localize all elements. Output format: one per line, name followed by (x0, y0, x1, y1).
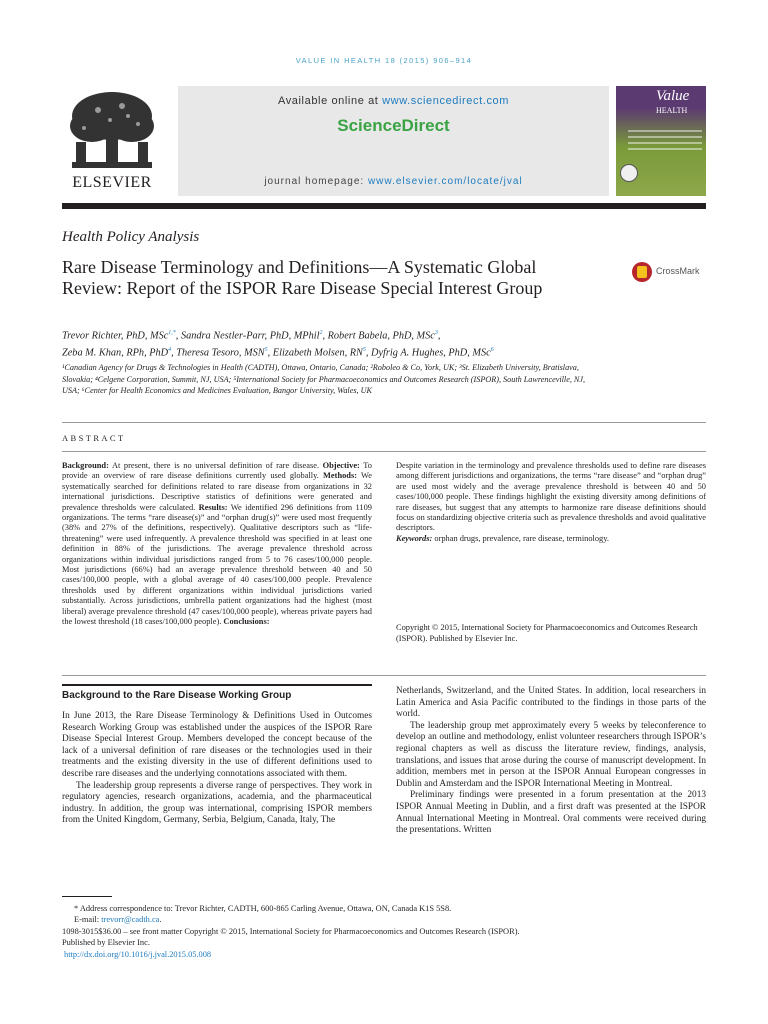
footnotes (62, 903, 706, 960)
objective-text: To provide an overview of rare disease definitions currently used globally. (62, 461, 372, 481)
cover-title-value: Value (656, 88, 690, 104)
email-line (62, 914, 706, 925)
conclusions-label: Conclusions: (223, 617, 270, 627)
correspondence-note: * Address correspondence to: Trevor Richter, CADTH, 600-865 Carling Avenue, Ottawa, ON, Canada K1S 5S8. (74, 904, 452, 913)
author-2: , Sandra Nestler-Parr, PhD, MPhil (175, 330, 320, 342)
affiliations: ¹Canadian Agency for Drugs & Technologies in Health (CADTH), Ottawa, Ontario, Canada; ²Roboleo & Co, York, UK; ³St. Elizabeth University, Bratislava, Slovakia; ⁴Celgene Corporation, Summit, NJ, USA; ⁵International Society for Pharmacoeconomics and Outcomes Research (ISPOR), South Lawrenceville, NJ, USA; ⁶Center for Health Economics and Medicines Evaluation, Bangor University, Wales, UK (62, 363, 586, 395)
issn-line: 1098-3015$36.00 – see front matter Copyright © 2015, International Society for Pharmacoeconomics and Outcomes Research (ISPOR). (62, 926, 520, 936)
available-online (178, 95, 609, 107)
cover-seal-icon (620, 164, 638, 182)
body-paragraph-5: Preliminary findings were presented in a forum presentation at the 2013 ISPOR Annual Meeting in Dublin, and a first draft was presented at the ISPOR Annual International Meeting in Montreal. Oral comments were received during the presentations. Written (396, 790, 706, 836)
background-text: At present, there is no universal definition of rare disease. (108, 461, 323, 470)
methods-label: Methods: (323, 471, 357, 481)
abstract-rule (62, 451, 706, 452)
author-3: , Robert Babela, PhD, MSc (322, 330, 435, 342)
author-1-sup[interactable]: 1,* (168, 330, 176, 336)
results-label: Results: (198, 502, 228, 512)
abstract-copyright: Copyright © 2015, International Society for Pharmacoeconomics and Outcomes Research (ISPOR). Published by Elsevier Inc. (396, 623, 698, 643)
author-5: , Theresa Tesoro, MSN (171, 347, 265, 359)
homepage-prefix: journal homepage: (264, 176, 368, 187)
body-left-column (62, 711, 372, 827)
body-paragraph-2: The leadership group represents a diverse range of perspectives. They work in regulatory agencies, research organizations, academia, and the pharmaceutical industry. In addition, the group was international, comprising ISPOR members from the United Kingdom, Germany, Serbia, Belgium, Canada, Italy, The (62, 780, 372, 826)
article-section: Health Policy Analysis (62, 229, 200, 245)
elsevier-logo (62, 86, 162, 196)
author-2-sup[interactable]: 2 (319, 330, 323, 336)
cover-title-health: HEALTH (656, 106, 688, 115)
body-paragraph-3: Netherlands, Switzerland, and the United States. In addition, local researchers in Latin America and Asia Pacific contributed to the findings in those parts of the world. (396, 686, 706, 720)
author-4: Zeba M. Khan, RPh, PhD (62, 347, 169, 359)
publisher-name: ELSEVIER (72, 174, 152, 191)
background-label: Background: (62, 461, 109, 470)
abstract-right-column (396, 461, 706, 544)
sciencedirect-link[interactable]: www.sciencedirect.com (382, 95, 510, 107)
conclusions-text: Despite variation in the terminology and prevalence thresholds used to define rare diseases among different jurisdictions and organizations, the terms “rare disease” and “orphan drug” are used most widely and the average prevalence threshold is between 40 and 50 cases/100,000 people. These findings highlight the existing diversity among definitions of rare diseases, but suggest that any attempts to harmonize rare disease definitions should focus on standardizing objective criteria such as prevalence thresholds and avoid qualitative descriptors. (396, 461, 706, 533)
author-7: , Dyfrig A. Hughes, PhD, MSc (365, 347, 491, 359)
author-3-sup[interactable]: 3 (434, 330, 438, 336)
crossmark-badge[interactable] (632, 262, 712, 284)
body-top-rule (62, 675, 706, 676)
abstract-label: ABSTRACT (62, 433, 126, 443)
author-7-sup[interactable]: 6 (490, 347, 494, 354)
email-suffix: . (159, 915, 162, 925)
keywords-label: Keywords: (396, 533, 433, 543)
homepage-link[interactable]: www.elsevier.com/locate/jval (367, 176, 523, 187)
results-text: We identified 296 definitions from 1109 organizations. The terms “rare disease(s)” and “orphan drug(s)” were used most frequently (38% and 27% of the definitions, respectively). Qualitative descriptors such as “life-threatening” were used infrequently. A prevalence threshold was specified in at least one definition in 88% of the jurisdictions. The average prevalence threshold across organizations within individual jurisdictions ranged from 5 to 76 cases/100,000 people. Most jurisdictions (66%) had an average prevalence threshold between 40 and 50 cases/100,000 people, with a global average of 40 cases/100,000 people. Prevalence thresholds used by different organizations within individual jurisdictions varied substantially. Across jurisdictions, umbrella patient organizations had the highest (most liberal) average prevalence threshold (47 cases/100,000 people), whereas private payers had the lowest threshold (18 cases/100,000 people). (62, 502, 372, 627)
journal-reference: VALUE IN HEALTH 18 (2015) 906–914 (295, 56, 473, 65)
heading-rule (62, 684, 372, 686)
methods-text: We systematically searched for definitions related to rare disease from organizations in 32 international jurisdictions. Descriptive statistics of definitions were generated and prevalence thresholds were calculated. (62, 471, 372, 512)
journal-cover[interactable] (616, 86, 706, 196)
cover-text-lines (628, 130, 702, 154)
published-line: Published by Elsevier Inc. (62, 938, 150, 948)
objective-label: Objective: (322, 461, 360, 470)
sciencedirect-brand[interactable]: ScienceDirect (337, 116, 450, 135)
author-list: Trevor Richter, PhD, MSc$^{1,*}$, Sandra Nestler-Parr, PhD, MPhil$^2$, Robert Babela, PhD, MSc$^3$, Zeba M. Khan, RPh, PhD$^4$, Theresa Tesoro, MSN$^5$, Elizabeth Molsen, $RN^5$, Dyfrig A. Hughes, PhD, MSc$^6$ (62, 330, 494, 359)
body-right-column (396, 686, 706, 837)
email-label: E-mail: (74, 915, 102, 925)
article-title: Rare Disease Terminology and Definitions—A Systematic Global Review: Report of the ISPOR Rare Disease Special Interest Group (62, 257, 543, 298)
cover-title (656, 90, 689, 117)
section-heading: Background to the Rare Disease Working Group (62, 690, 292, 701)
author-4-sup[interactable]: 4 (168, 347, 172, 354)
author-1: Trevor Richter, PhD, MSc (62, 330, 169, 342)
author-5-sup[interactable]: 5 (264, 347, 268, 354)
header-rule (62, 203, 706, 209)
keywords-text: orphan drugs, prevalence, rare disease, terminology. (432, 533, 609, 543)
body-paragraph-4: The leadership group met approximately every 5 weeks by teleconference to develop an outline and methodology, enlist volunteer researchers through ISPOR’s regional chapters as well as discuss the literature review, findings, analysis, translations, and issues that arose during the course of manuscript development. In addition, members met in person at the ISPOR Annual European congresses in Dublin and Amsterdam and the ISPOR International Meeting in Montreal. (396, 720, 706, 789)
body-paragraph-1: In June 2013, the Rare Disease Terminology & Definitions Used in Outcomes Research Working Group was established under the auspices of the ISPOR Rare Disease Special Interest Group. Members developed the concept because of the lack of a universal definition of rare diseases or the technologies used in their treatments and the existing diversity in the use of different definitions used to describe rare diseases and the underlying connotations associated with them. (62, 711, 372, 779)
abstract-left-column (62, 461, 372, 628)
author-6: , Elizabeth Molsen, RN (267, 347, 363, 359)
email-link[interactable]: trevorr@cadth.ca (101, 915, 160, 925)
doi-link[interactable]: http://dx.doi.org/10.1016/j.jval.2015.05.008 (64, 949, 212, 959)
author-6-sup[interactable]: 5 (362, 347, 366, 354)
crossmark-label: CrossMark (656, 266, 700, 276)
footnote-rule (62, 896, 112, 897)
sciencedirect-banner (178, 86, 609, 196)
crossmark-inner-icon (637, 266, 647, 278)
available-prefix: Available online at (277, 95, 383, 107)
abstract-top-rule (62, 422, 706, 423)
journal-homepage (178, 176, 609, 187)
